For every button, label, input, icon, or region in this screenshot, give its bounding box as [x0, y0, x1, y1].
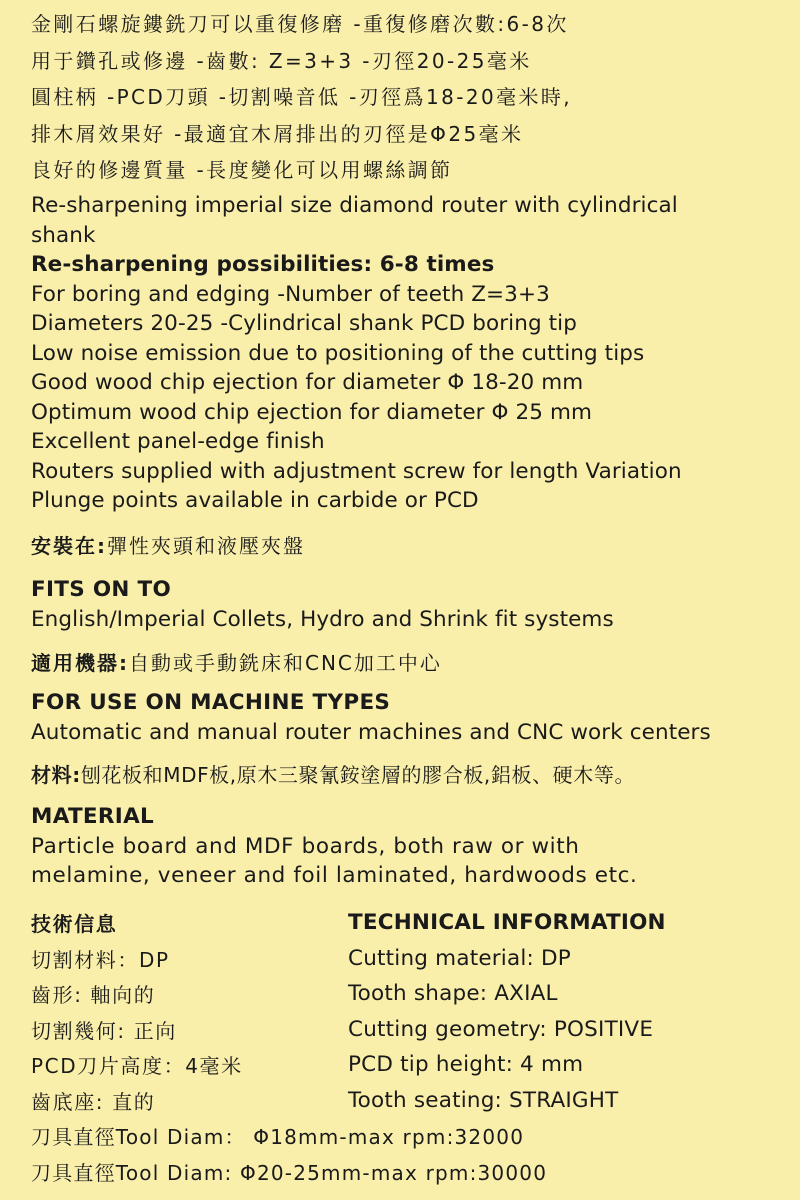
tech-row [31, 976, 791, 1012]
fits-text: English/Imperial Collets, Hydro and Shrink fit systems [31, 606, 614, 632]
tech-row [31, 1083, 791, 1119]
en-intro-line: Optimum wood chip ejection for diameter Φ 25 mm [31, 399, 593, 425]
material-zh [31, 760, 638, 790]
en-intro-line: Diameters 20-25 -Cylindrical shank PCD boring tip [31, 311, 578, 336]
zh-intro [31, 6, 572, 189]
resharpening-heading: Re-sharpening possibilities: 6-8 times [31, 252, 495, 277]
tech-zh-cell: PCD刀片高度：4毫米 [31, 1054, 243, 1079]
machines-text: Automatic and manual router machines and CNC work centers [31, 719, 711, 745]
tech-en-cell: Tooth seating: STRAIGHT [348, 1087, 619, 1113]
fits-section [31, 531, 614, 634]
material-text: melamine, veneer and foil laminated, hardwoods etc. [31, 863, 638, 888]
machines-section [31, 648, 711, 747]
tech-zh-cell: 齒形: 軸向的 [31, 983, 156, 1008]
en-intro-line: Plunge points available in carbide or PCD [31, 488, 479, 513]
machines-zh-text: 自動或手動銑床和CNC加工中心 [129, 651, 442, 675]
zh-intro-line: 良好的修邊質量 -長度變化可以用螺絲調節 [31, 158, 453, 182]
tech-zh-cell: 齒底座: 直的 [31, 1089, 156, 1114]
zh-intro-line: 用于鑽孔或修邊 -齒數: Z=3+3 -刃徑20-25毫米 [31, 48, 532, 73]
material-heading: MATERIAL [31, 804, 155, 829]
en-intro-line: Re-sharpening imperial size diamond router with cylindrical [31, 193, 678, 218]
zh-intro-line: 圓柱柄 -PCD刀頭 -切割噪音低 -刃徑爲18-20毫米時, [31, 85, 573, 109]
material-zh-label: 材料: [31, 763, 81, 787]
material-section [31, 760, 638, 891]
tool-diam-1: 刀具直徑Tool Diam： Φ18mm-max rpm:32000 [31, 1125, 525, 1150]
material-text: Particle board and MDF boards, both raw or with [31, 833, 580, 859]
fits-zh-label: 安裝在: [31, 534, 107, 558]
tech-row [31, 1012, 791, 1048]
en-intro-line: shank [31, 222, 96, 248]
en-intro-line: Excellent panel-edge finish [31, 429, 325, 454]
tech-en-cell: PCD tip height: 4 mm [348, 1052, 584, 1078]
en-intro-line: For boring and edging -Number of teeth Z=3+3 [31, 281, 550, 307]
tech-zh-cell: 切割材料：DP [31, 947, 170, 972]
tool-diam-row [31, 1118, 791, 1154]
en-intro-line: Routers supplied with adjustment screw for length Variation [31, 458, 682, 484]
tech-row [31, 941, 791, 977]
tech-zh-cell: 切割幾何: 正向 [31, 1018, 177, 1043]
en-intro [31, 191, 682, 516]
zh-intro-line: 金剛石螺旋鏤銑刀可以重復修磨 -重復修磨次數:6-8次 [31, 12, 569, 36]
machines-zh-label: 適用機器: [31, 651, 129, 675]
zh-intro-line: 排木屑效果好 -最適宜木屑排出的刃徑是Φ25毫米 [31, 121, 524, 146]
fits-heading: FITS ON TO [31, 577, 172, 602]
fits-zh [31, 531, 614, 561]
machines-zh [31, 648, 711, 678]
tech-heading-row [31, 905, 791, 941]
en-intro-line: Good wood chip ejection for diameter Φ 18-20 mm [31, 370, 584, 395]
machines-heading: FOR USE ON MACHINE TYPES [31, 690, 391, 715]
tech-zh-heading: 技術信息 [31, 912, 118, 937]
en-intro-line: Low noise emission due to positioning of the cutting tips [31, 340, 645, 366]
tool-diam-2: 刀具直徑Tool Diam: Φ20-25mm-max rpm:30000 [31, 1160, 548, 1185]
tech-en-cell: Cutting material: DP [348, 945, 571, 971]
tech-en-cell: Cutting geometry: POSITIVE [348, 1016, 654, 1042]
fits-zh-text: 彈性夾頭和液壓夾盤 [107, 534, 305, 558]
tech-en-cell: Tooth shape: AXIAL [348, 981, 558, 1007]
technical-info [31, 905, 791, 1189]
material-zh-text: 刨花板和MDF板,原木三聚氰銨塗層的膠合板,鋁板、硬木等。 [80, 763, 636, 787]
tech-en-heading: TECHNICAL INFORMATION [348, 910, 666, 936]
tech-row [31, 1047, 791, 1083]
tool-diam-row [31, 1154, 791, 1190]
